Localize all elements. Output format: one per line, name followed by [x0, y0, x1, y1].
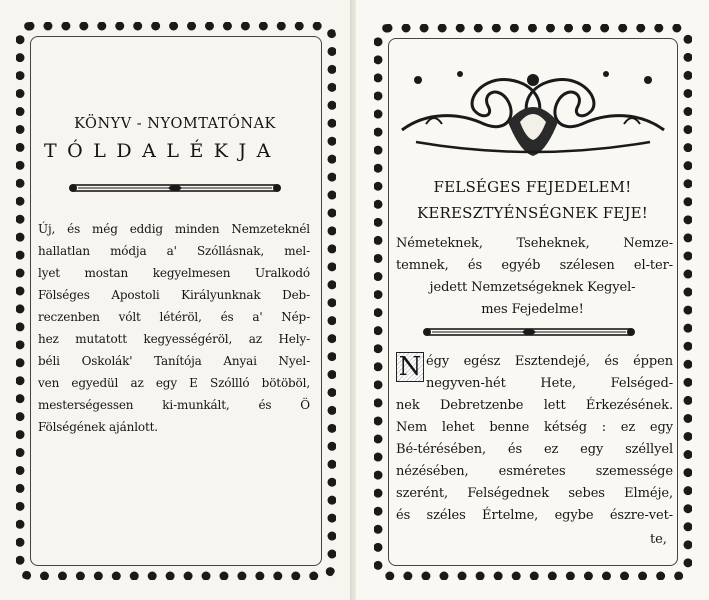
drop-cap-initial: N	[396, 352, 424, 382]
rococo-ornament	[396, 58, 670, 162]
right-address-line: temnek, és egyéb szélesen el-ter-	[396, 258, 673, 273]
right-address-line: Németeknek, Tseheknek, Nemze-	[396, 236, 673, 251]
right-body-line: nézésében, esméretes szemessége	[396, 464, 673, 479]
right-body-line: és széles Értelme, egybe észre-vet-	[396, 508, 673, 523]
book-title: KÖNYV - NYOMTATÓNAK	[74, 116, 276, 132]
left-page	[0, 0, 350, 600]
right-heading-line: FELSÉGES FEJEDELEM!	[433, 178, 632, 196]
left-body-line: lyet mostan kegyelmesen Uralkodó	[38, 266, 310, 280]
left-body-line: Új, és még eddig minden Nemzeteknél	[38, 222, 310, 236]
left-body-line: hez mutatott kegyességéröl, az Hely-	[38, 332, 310, 346]
right-body-line: nek Debretzenbe lett Érkezésének.	[396, 398, 673, 413]
left-body-line: mesterségessen ki-munkált, és Ö	[38, 398, 310, 412]
right-body-line: égy egész Esztendejé, és éppen	[426, 354, 673, 369]
left-body-line: ven egyedül az egy E Szóllló bötöböl,	[38, 376, 310, 390]
right-address-line: mes Fejedelme!	[481, 302, 584, 317]
left-body-line: hallatlan módja a' Szóllásnak, mel-	[38, 244, 310, 258]
right-ornament-rule	[422, 324, 636, 340]
book-subtitle: TÓLDALÉKJA	[44, 140, 281, 162]
right-body-line: szerént, Felségednek sebes Elméje,	[396, 486, 673, 501]
left-body-line: Fölségének ajánlott.	[38, 420, 158, 434]
right-body-line: Nem lehet benne kétség : ez egy	[396, 420, 673, 435]
right-address-line: jedett Nemzetségeknek Kegyel-	[429, 280, 636, 295]
left-body-line: reczenben vólt létéröl, és a' Nép-	[38, 310, 310, 324]
right-page	[356, 0, 709, 600]
right-body-line: negyven-hét Hete, Felséged-	[426, 376, 673, 391]
right-heading-line: KERESZTYÉNSÉGNEK FEJE!	[416, 204, 649, 222]
left-ornament-rule	[68, 180, 282, 196]
right-body-line: Bé-térésében, és ez egy széllyel	[396, 442, 673, 457]
left-body-line: béli Oskolák' Tanítója Anyai Nyel-	[38, 354, 310, 368]
left-body-line: Fölséges Apostoli Királyunknak Deb-	[38, 288, 310, 302]
right-body-line: te,	[650, 532, 667, 547]
